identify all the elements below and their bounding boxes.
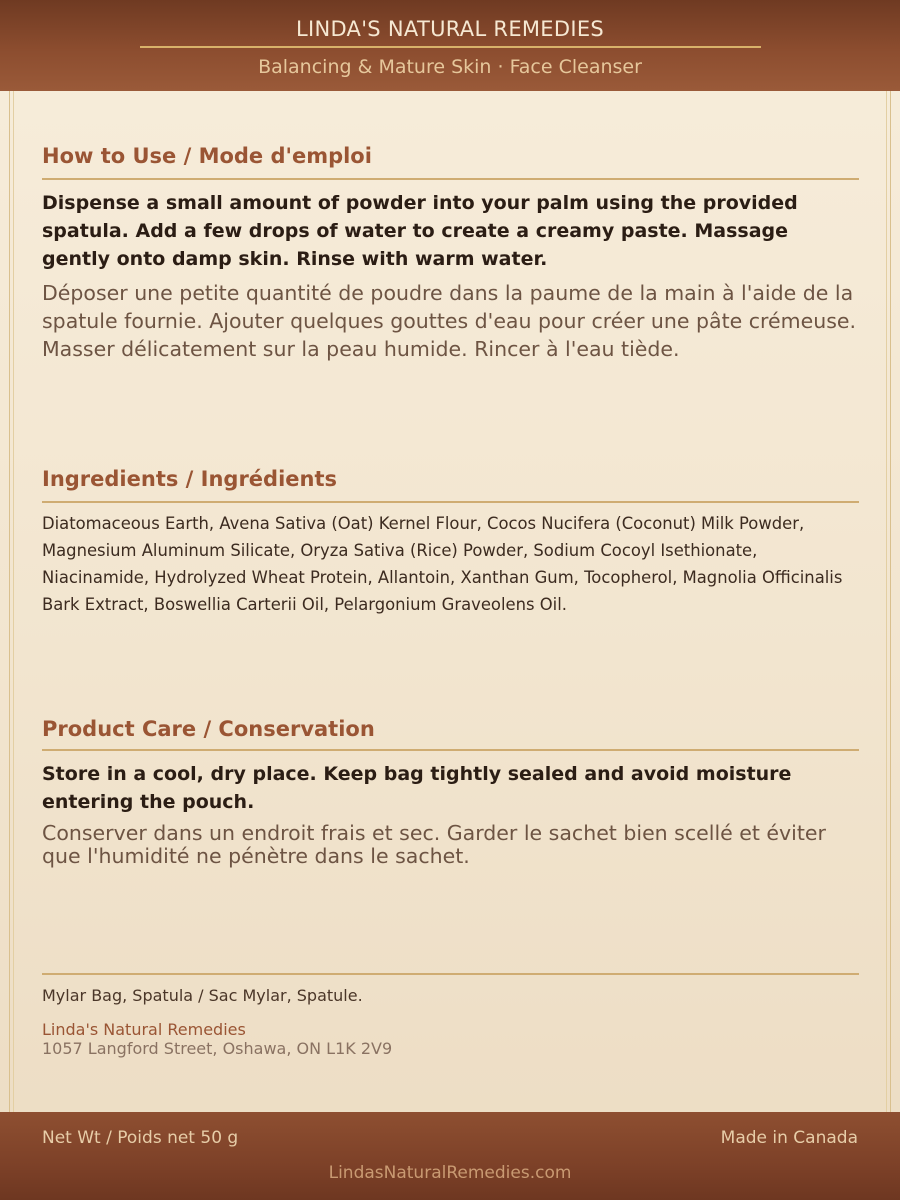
packaging-info: Mylar Bag, Spatula / Sac Mylar, Spatule. <box>42 986 363 1005</box>
frame-border-right <box>890 91 891 1112</box>
how-to-use-divider <box>42 178 859 180</box>
frame-border-right-inner <box>886 91 887 1112</box>
product-care-text-fr: Conserver dans un endroit frais et sec. Garder le sachet bien scellé et éviter que l'humidité ne pénètre dans le sachet. <box>42 821 826 868</box>
footer-divider <box>42 973 859 975</box>
made-in-canada: Made in Canada <box>720 1128 858 1148</box>
how-to-use-text-en: Dispense a small amount of powder into your palm using the provided spatula. Add a few drops of water to create a creamy paste. Massage gently onto damp skin. Rinse with warm water. <box>42 192 798 270</box>
frame-border-left-inner <box>13 91 14 1112</box>
frame-border-left <box>9 91 10 1112</box>
company-address: 1057 Langford Street, Oshawa, ON L1K 2V9 <box>42 1039 393 1058</box>
net-weight: Net Wt / Poids net 50 g <box>42 1128 239 1148</box>
ingredients-divider <box>42 501 859 503</box>
ingredients-list: Diatomaceous Earth, Avena Sativa (Oat) Kernel Flour, Cocos Nucifera (Coconut) Milk Powder, Magnesium Aluminum Silicate, Oryza Sativa (Rice) Powder, Sodium Cocoyl Isethionate, Niacinamide, Hydrolyzed Wheat Protein, Allantoin, Xanthan Gum, Tocopherol, Magnolia Officinalis Bark Extract, Boswellia Carterii Oil, Pelargonium Graveolens Oil. <box>42 514 843 614</box>
ingredients-title: Ingredients / Ingrédients <box>42 467 338 491</box>
header-divider <box>140 46 761 48</box>
product-care-divider <box>42 749 859 751</box>
product-care-title: Product Care / Conservation <box>42 717 375 741</box>
product-care-text-en: Store in a cool, dry place. Keep bag tightly sealed and avoid moisture entering the pouch. <box>42 763 792 813</box>
how-to-use-title: How to Use / Mode d'emploi <box>42 144 372 168</box>
website-link[interactable]: LindasNaturalRemedies.com <box>328 1163 572 1183</box>
brand-name: LINDA'S NATURAL REMEDIES <box>295 17 605 41</box>
bottom-banner <box>0 1112 900 1200</box>
header-banner <box>0 0 900 91</box>
how-to-use-text-fr: Déposer une petite quantité de poudre dans la paume de la main à l'aide de la spatule fournie. Ajouter quelques gouttes d'eau pour créer une pâte crémeuse. Masser délicatement sur la peau humide. Rincer à l'eau tiède. <box>42 281 857 361</box>
company-name: Linda's Natural Remedies <box>42 1020 246 1039</box>
product-subtitle: Balancing & Mature Skin · Face Cleanser <box>258 56 642 78</box>
